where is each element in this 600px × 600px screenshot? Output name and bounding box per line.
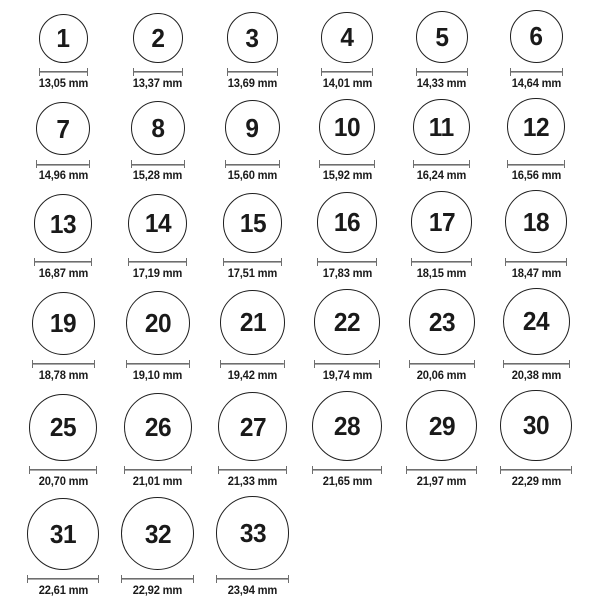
diameter-ruler-icon [124, 466, 193, 474]
ring-circle [36, 102, 90, 156]
ring-size-number: 3 [245, 22, 260, 53]
ring-size-number: 11 [429, 112, 455, 143]
ring-circle [27, 498, 99, 570]
ring-size-number: 6 [529, 21, 543, 52]
diameter-label: 13,69 mm [227, 77, 278, 90]
ring-circle [34, 194, 92, 252]
ring-size-number: 2 [151, 23, 165, 53]
ring-size-number: 20 [144, 307, 172, 338]
ring-size-number: 25 [50, 412, 77, 443]
diameter-ruler-icon [32, 360, 95, 368]
diameter-label: 16,24 mm [417, 170, 467, 183]
diameter-label: 23,94 mm [227, 585, 278, 598]
ring-circle [317, 192, 378, 253]
diameter-ruler-icon [34, 258, 92, 266]
chart-row [0, 496, 600, 598]
diameter-ruler-icon [503, 360, 570, 368]
ring-circle [411, 191, 472, 252]
ring-circle [321, 12, 372, 63]
ring-circle [39, 14, 88, 63]
diameter-ruler-icon [510, 68, 563, 76]
diameter-ruler-icon [27, 575, 99, 583]
diameter-ruler-icon [416, 68, 468, 76]
ring-circle [29, 394, 97, 462]
ring-size-cell [394, 191, 489, 280]
ring-size-number: 19 [50, 308, 77, 339]
ring-size-cell [16, 292, 111, 383]
ring-circle [225, 100, 280, 155]
diameter-label: 20,06 mm [417, 369, 467, 382]
diameter-ruler-icon [319, 160, 375, 168]
diameter-ruler-icon [216, 575, 290, 583]
ring-size-number: 8 [151, 113, 165, 144]
ring-circle [32, 292, 95, 355]
diameter-ruler-icon [218, 466, 287, 474]
ring-size-cell [489, 288, 584, 383]
diameter-label: 22,29 mm [511, 476, 561, 489]
ring-size-cell [111, 194, 206, 281]
ring-size-cell [111, 101, 206, 183]
diameter-ruler-icon [227, 68, 278, 76]
diameter-label: 22,92 mm [133, 585, 183, 598]
chart-row [0, 190, 600, 280]
ring-circle [216, 496, 290, 570]
ring-size-cell [111, 13, 206, 91]
ring-size-number: 30 [523, 410, 550, 441]
diameter-label: 15,92 mm [322, 170, 372, 183]
diameter-ruler-icon [411, 258, 472, 266]
ring-size-cell [300, 289, 395, 382]
diameter-label: 14,33 mm [417, 77, 467, 90]
ring-size-number: 9 [245, 112, 260, 143]
ring-circle [505, 190, 567, 252]
ring-size-number: 31 [50, 519, 77, 550]
diameter-ruler-icon [128, 258, 187, 266]
ring-circle [406, 390, 477, 461]
ring-size-number: 4 [340, 22, 354, 53]
ring-size-cell [300, 192, 395, 281]
ring-circle [507, 98, 565, 156]
ring-circle [218, 392, 287, 461]
diameter-ruler-icon [507, 160, 565, 168]
ring-size-cell [489, 98, 584, 184]
ring-size-cell [111, 291, 206, 383]
ring-size-number: 26 [144, 412, 172, 443]
ring-size-number: 27 [239, 411, 266, 442]
diameter-label: 18,78 mm [38, 369, 88, 382]
diameter-label: 19,10 mm [133, 369, 183, 382]
diameter-label: 21,65 mm [322, 476, 372, 489]
diameter-label: 14,64 mm [511, 77, 561, 90]
diameter-ruler-icon [500, 466, 572, 474]
diameter-label: 17,83 mm [322, 267, 372, 280]
ring-circle [131, 101, 185, 155]
ring-circle [503, 288, 570, 355]
ring-circle [124, 393, 193, 462]
ring-size-number: 24 [523, 306, 550, 337]
diameter-label: 16,56 mm [511, 170, 561, 183]
ring-size-cell [394, 11, 489, 91]
ring-circle [500, 390, 572, 462]
diameter-ruler-icon [223, 258, 283, 266]
diameter-ruler-icon [409, 360, 475, 368]
diameter-ruler-icon [314, 360, 379, 368]
diameter-label: 14,01 mm [322, 77, 372, 90]
diameter-ruler-icon [36, 160, 90, 168]
ring-size-number: 15 [239, 207, 266, 238]
diameter-ruler-icon [317, 258, 378, 266]
ring-circle [413, 99, 470, 156]
diameter-ruler-icon [220, 360, 285, 368]
ring-size-number: 7 [56, 113, 70, 144]
ring-size-number: 28 [333, 411, 361, 442]
ring-size-cell [394, 390, 489, 489]
diameter-ruler-icon [505, 258, 567, 266]
ring-size-number: 22 [333, 306, 361, 337]
ring-size-cell [16, 14, 111, 91]
ring-size-number: 23 [428, 306, 455, 337]
diameter-label: 13,37 mm [133, 77, 183, 90]
chart-row [0, 10, 600, 91]
ring-size-cell [205, 193, 300, 281]
ring-size-number: 13 [50, 208, 77, 239]
diameter-label: 15,28 mm [133, 170, 183, 183]
diameter-label: 18,47 mm [511, 267, 561, 280]
diameter-ruler-icon [121, 575, 194, 583]
ring-circle [416, 11, 468, 63]
ring-size-number: 18 [523, 206, 550, 237]
ring-circle [223, 193, 283, 253]
ring-size-cell [300, 391, 395, 489]
ring-size-number: 5 [435, 21, 449, 52]
ring-size-number: 33 [239, 518, 266, 549]
diameter-ruler-icon [131, 160, 185, 168]
diameter-ruler-icon [321, 68, 372, 76]
diameter-label: 22,61 mm [38, 585, 88, 598]
ring-size-cell [16, 498, 111, 598]
ring-size-number: 12 [523, 111, 550, 142]
ring-size-cell [489, 390, 584, 490]
ring-circle [128, 194, 187, 253]
ring-size-cell [205, 290, 300, 383]
ring-size-cell [489, 190, 584, 280]
diameter-label: 13,05 mm [38, 77, 88, 90]
ring-circle [133, 13, 183, 63]
ring-size-cell [394, 99, 489, 184]
ring-size-cell [111, 393, 206, 490]
ring-size-cell [16, 194, 111, 280]
diameter-label: 17,51 mm [227, 267, 278, 280]
diameter-label: 18,15 mm [417, 267, 467, 280]
diameter-label: 19,42 mm [227, 369, 278, 382]
ring-circle [319, 99, 375, 155]
diameter-ruler-icon [133, 68, 183, 76]
ring-size-cell [205, 392, 300, 489]
ring-size-cell [205, 496, 300, 598]
ring-size-number: 1 [56, 23, 70, 54]
diameter-label: 19,74 mm [322, 369, 372, 382]
ring-circle [312, 391, 382, 461]
ring-size-number: 17 [428, 206, 455, 237]
ring-size-cell [111, 497, 206, 598]
chart-row [0, 390, 600, 490]
diameter-ruler-icon [126, 360, 190, 368]
ring-circle [314, 289, 379, 354]
ring-size-cell [300, 12, 395, 91]
diameter-ruler-icon [225, 160, 280, 168]
diameter-label: 15,60 mm [227, 170, 278, 183]
ring-size-cell [205, 100, 300, 183]
ring-size-cell [489, 10, 584, 91]
diameter-label: 17,19 mm [133, 267, 183, 280]
chart-row [0, 288, 600, 383]
diameter-label: 16,87 mm [38, 267, 88, 280]
ring-circle [220, 290, 285, 355]
ring-size-number: 14 [144, 208, 172, 239]
diameter-label: 21,01 mm [133, 476, 183, 489]
ring-size-cell [16, 394, 111, 490]
diameter-ruler-icon [413, 160, 470, 168]
ring-size-number: 16 [333, 207, 361, 238]
diameter-ruler-icon [312, 466, 382, 474]
ring-size-cell [205, 12, 300, 91]
ring-circle [227, 12, 278, 63]
ring-size-number: 10 [333, 112, 361, 143]
ring-size-cell [300, 99, 395, 183]
ring-size-number: 29 [428, 410, 455, 441]
diameter-ruler-icon [39, 68, 88, 76]
diameter-label: 20,38 mm [511, 369, 561, 382]
ring-size-number: 32 [144, 518, 172, 549]
diameter-label: 20,70 mm [38, 476, 88, 489]
chart-row [0, 98, 600, 184]
ring-circle [126, 291, 190, 355]
ring-size-number: 21 [239, 307, 266, 338]
ring-circle [409, 289, 475, 355]
ring-circle [121, 497, 194, 570]
ring-size-cell [394, 289, 489, 383]
diameter-ruler-icon [29, 466, 97, 474]
diameter-label: 14,96 mm [38, 170, 88, 183]
ring-size-cell [16, 102, 111, 184]
diameter-label: 21,97 mm [417, 476, 467, 489]
diameter-ruler-icon [406, 466, 477, 474]
ring-circle [510, 10, 563, 63]
diameter-label: 21,33 mm [227, 476, 278, 489]
